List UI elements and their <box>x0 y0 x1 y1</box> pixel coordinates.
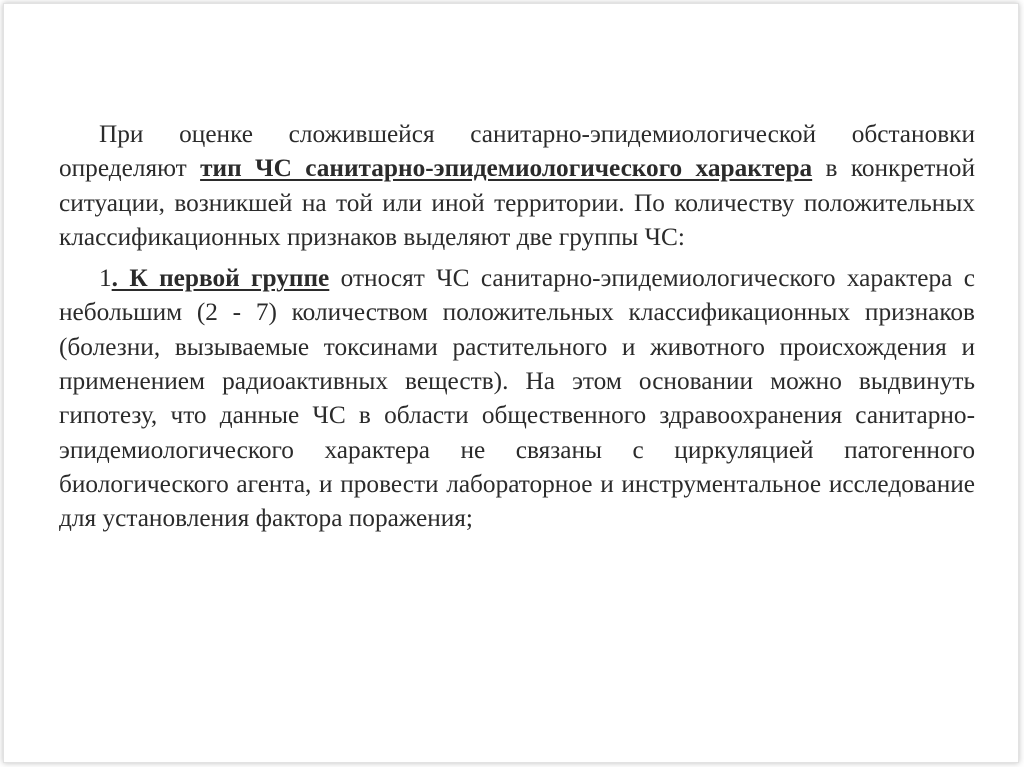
paragraph-intro <box>59 117 975 254</box>
group-one-number: 1 <box>99 264 112 293</box>
group-one-heading: . К первой группе <box>111 264 330 293</box>
group-one-text: относят ЧС санитарно-эпидемиологического характера с небольшим (2 - 7) количеством положительных классификационных признаков (болезни, вызываемые токсинами растительного и животного происхождения и применением радиоактивных веществ). На этом основании можно выдвинуть гипотезу, что данные ЧС в области общественного здравоохранения санитарно-эпидемиологического характера не связаны с циркуляцией патогенного биологического агента, и провести лабораторное и инструментальное исследование для установления фактора поражения; <box>59 264 975 533</box>
intro-text-end: в конкретной ситуации, возникшей на той или иной территории. По количеству положительных классификационных признаков выделяют две группы ЧС: <box>59 154 975 251</box>
intro-emphasis: тип ЧС санитарно-эпидемиологического характера <box>200 154 813 183</box>
paragraph-group-one <box>59 261 975 535</box>
slide <box>3 3 1019 763</box>
slide-text-body <box>59 117 975 536</box>
intro-text-start: При оценке сложившейся санитарно-эпидемиологической обстановки определяют <box>59 120 975 183</box>
